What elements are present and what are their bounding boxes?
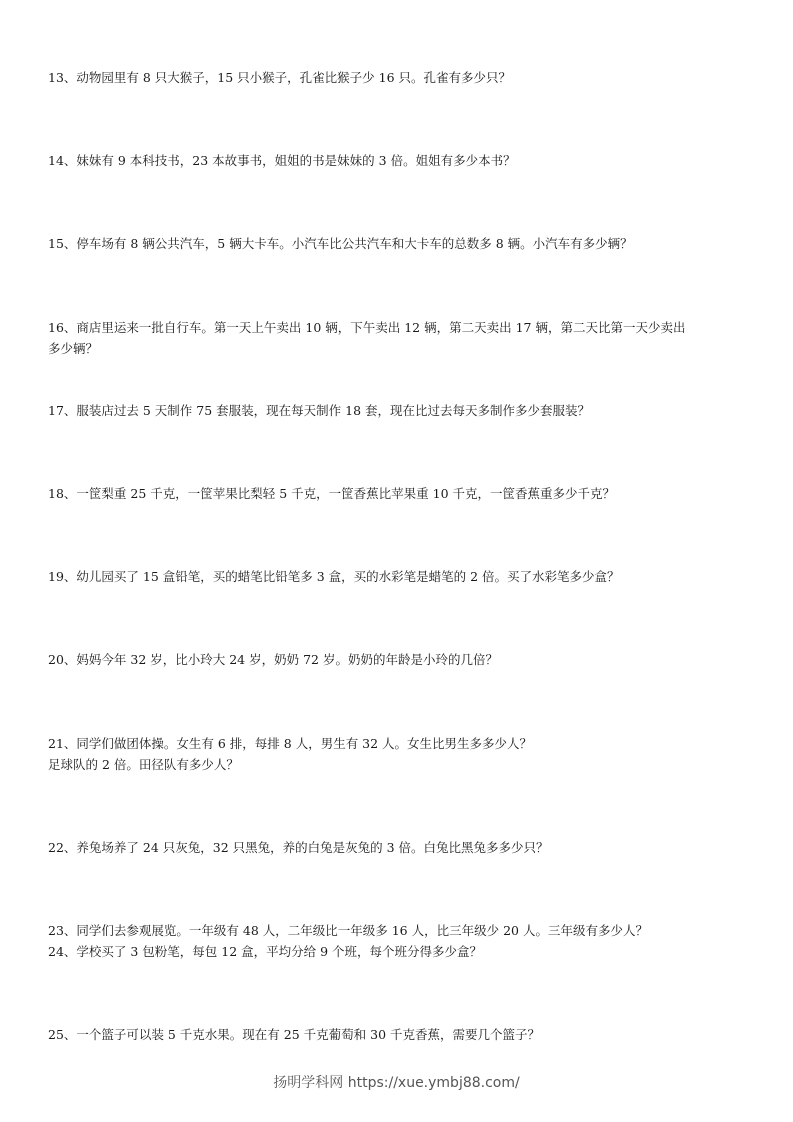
question-23: 23、同学们去参观展览。一年级有 48 人，二年级比一年级多 16 人，比三年级少 20 人。三年级有多少人？ (48, 923, 648, 938)
question-18: 18、一筐梨重 25 千克，一筐苹果比梨轻 5 千克，一筐香蕉比苹果重 10 千克，一筐香蕉重多少千克？ (48, 486, 616, 501)
question-21-line-1: 21、同学们做团体操。女生有 6 排，每排 8 人，男生有 32 人。女生比男生多多少人？ (48, 736, 533, 751)
question-19: 19、幼儿园买了 15 盒铅笔，买的蜡笔比铅笔多 3 盒，买的水彩笔是蜡笔的 2 倍。买了水彩笔多少盒？ (48, 569, 620, 584)
question-14: 14、妹妹有 9 本科技书，23 本故事书，姐姐的书是妹妹的 3 倍。姐姐有多少本书？ (48, 153, 516, 168)
question-16-line-1: 16、商店里运来一批自行车。第一天上午卖出 10 辆，下午卖出 12 辆，第二天卖出 17 辆，第二天比第一天少卖出 (48, 320, 686, 335)
question-22: 22、养兔场养了 24 只灰兔，32 只黑兔，养的白兔是灰兔的 3 倍。白兔比黑兔多多少只？ (48, 840, 549, 855)
page-footer-watermark: 扬明学科网 https://xue.ymbj88.com/ (273, 1075, 520, 1091)
question-15: 15、停车场有 8 辆公共汽车，5 辆大卡车。小汽车比公共汽车和大卡车的总数多 8 辆。小汽车有多少辆？ (48, 236, 633, 251)
question-20: 20、妈妈今年 32 岁，比小玲大 24 岁，奶奶 72 岁。奶奶的年龄是小玲的几倍？ (48, 652, 498, 667)
question-21-line-2: 足球队的 2 倍。田径队有多少人？ (48, 757, 239, 772)
question-13: 13、动物园里有 8 只大猴子，15 只小猴子，孔雀比猴子少 16 只。孔雀有多少只？ (48, 70, 512, 85)
question-24: 24、学校买了 3 包粉笔，每包 12 盒，平均分给 9 个班，每个班分得多少盒？ (48, 944, 483, 959)
question-16-line-2: 多少辆？ (48, 341, 99, 356)
question-25: 25、一个篮子可以装 5 千克水果。现在有 25 千克葡萄和 30 千克香蕉，需要几个篮子？ (48, 1027, 541, 1042)
question-17: 17、服装店过去 5 天制作 75 套服装，现在每天制作 18 套，现在比过去每天多制作多少套服装？ (48, 403, 591, 418)
